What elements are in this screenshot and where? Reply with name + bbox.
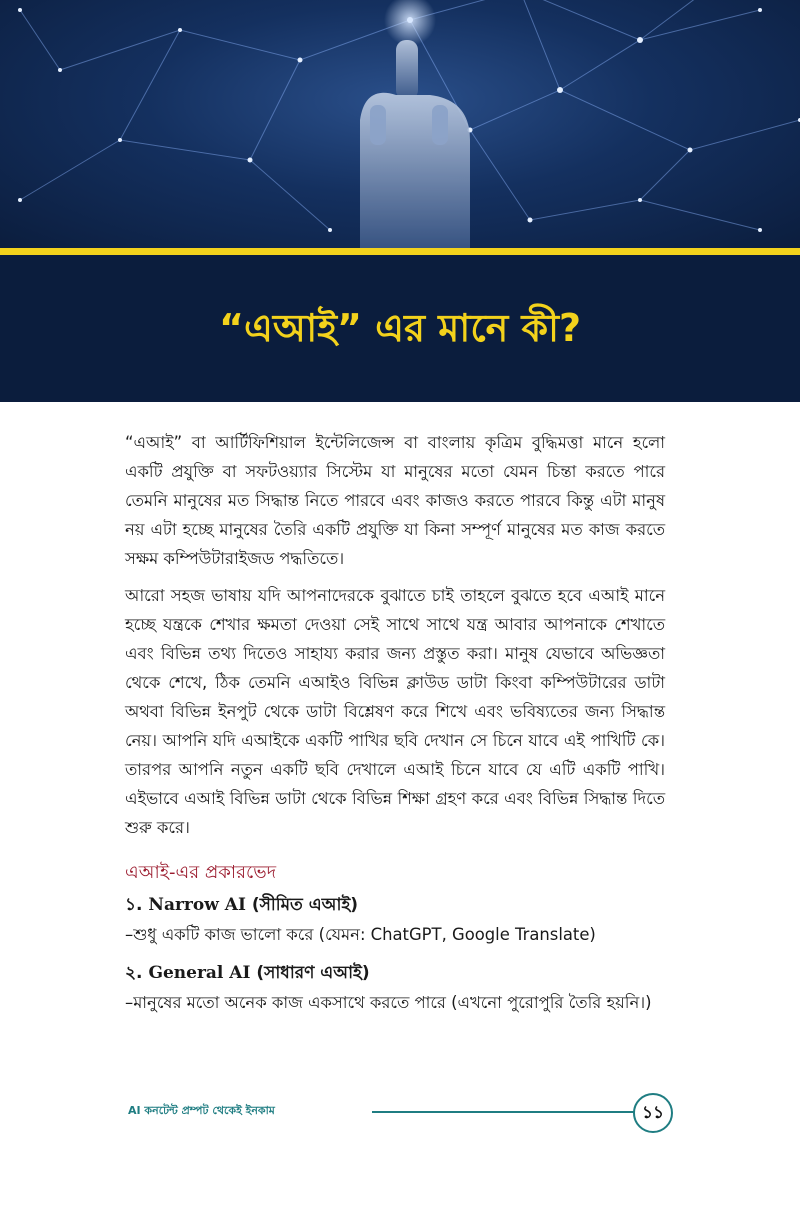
page-title: “এআই” এর মানে কী? xyxy=(218,306,582,350)
network-illustration xyxy=(0,0,800,250)
type-name: General AI xyxy=(148,963,251,983)
type-number: ২. xyxy=(125,963,143,983)
page-number: ১১ xyxy=(633,1093,673,1133)
type-title xyxy=(125,890,665,920)
type-title xyxy=(125,958,665,988)
type-bengali-name: (সীমিত এআই) xyxy=(251,895,359,915)
main-content xyxy=(125,428,665,1026)
paragraph: “এআই” বা আর্টিফিশিয়াল ইন্টেলিজেন্স বা বাংলায় কৃত্রিম বুদ্ধিমত্তা মানে হলো একটি প্রযুক্তি বা সফটওয়্যার সিস্টেম যা মানুষের মতো যেমন চিন্তা করতে পারে তেমনি মানুষের মত সিদ্ধান্ত নিতে পারবে এবং কাজও করতে পারবে কিন্তু এটা মানুষ নয় এটা হচ্ছে মানুষের তৈরি একটি প্রযুক্তি যা কিনা সম্পূর্ণ মানুষের মত কাজ করতে সক্ষম কম্পিউটারাইজড পদ্ধতিতে। xyxy=(125,433,665,568)
page-footer xyxy=(128,1092,673,1132)
section-heading: এআই-এর প্রকারভেদ xyxy=(125,862,277,883)
paragraph: আরো সহজ ভাষায় যদি আপনাদেরকে বুঝাতে চাই তাহলে বুঝতে হবে এআই মানে হচ্ছে যন্ত্রকে শেখার ক্ষমতা দেওয়া সেই সাথে সাথে যন্ত্র আবার আপনাকে শেখাতে এবং বিভিন্ন তথ্য দিতেও সাহায্য করার জন্য প্রস্তুত করা। মানুষ যেভাবে অভিজ্ঞতা থেকে শেখে, ঠিক তেমনি এআইও বিভিন্ন ক্লাউড ডাটা কিংবা কম্পিউটারের ডাটা অথবা বিভিন্ন ইনপুট থেকে ডাটা বিশ্লেষণ করে শিখে এবং ভবিষ্যতের জন্য সিদ্ধান্ত নেয়। আপনি যদি এআইকে একটি পাখির ছবি দেখান সে চিনে যাবে এই পাখিটি কে। তারপর আপনি নতুন একটি ছবি দেখালে এআই চিনে যাবে যে এটি একটি পাখি। এইভাবে এআই বিভিন্ন ডাটা থেকে বিভিন্ন শিক্ষা গ্রহণ করে এবং বিভিন্ন সিদ্ধান্ত দিতে শুরু করে। xyxy=(125,586,665,837)
type-number: ১. xyxy=(125,895,143,915)
type-bengali-name: (সাধারণ এআই) xyxy=(256,963,370,983)
type-description: –মানুষের মতো অনেক কাজ একসাথে করতে পারে (এখনো পুরোপুরি তৈরি হয়নি।) xyxy=(125,993,652,1012)
type-description: –শুধু একটি কাজ ভালো করে (যেমন: ChatGPT, Google Translate) xyxy=(125,925,596,944)
footer-rule xyxy=(372,1111,634,1113)
yellow-divider xyxy=(0,248,800,255)
hero-image xyxy=(0,0,800,250)
footer-book-title: AI কনটেন্ট প্রম্পট থেকেই ইনকাম xyxy=(128,1104,275,1117)
type-name: Narrow AI xyxy=(148,895,246,915)
